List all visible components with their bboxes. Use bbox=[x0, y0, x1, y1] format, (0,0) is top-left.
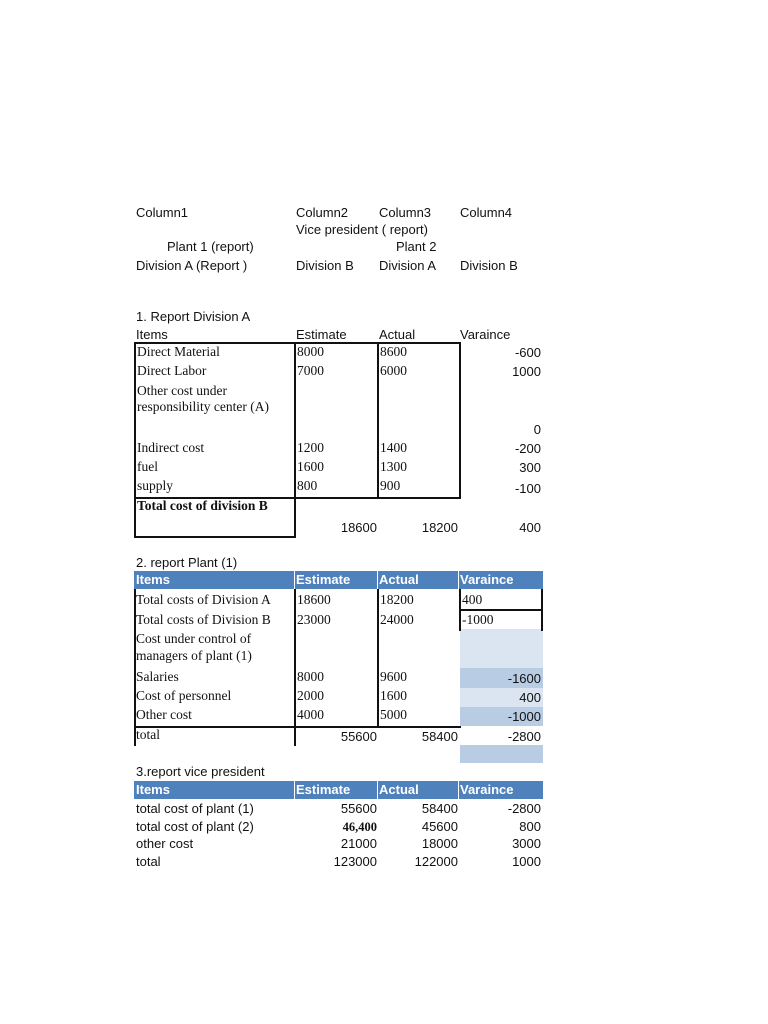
estimate-cell: 2000 bbox=[297, 688, 324, 703]
actual-cell: 900 bbox=[380, 478, 401, 493]
plant1-label: Plant 1 (report) bbox=[167, 239, 254, 254]
plant2-label: Plant 2 bbox=[396, 239, 437, 254]
estimate-cell: 800 bbox=[297, 478, 318, 493]
estimate-cell: 4000 bbox=[297, 707, 324, 722]
actual-cell: 18000 bbox=[421, 836, 458, 851]
table-header-row bbox=[134, 571, 543, 589]
row-divider bbox=[134, 726, 461, 728]
item-cell: Cost of personnel bbox=[136, 688, 232, 703]
actual-cell: 122000 bbox=[414, 854, 458, 869]
cell-fill bbox=[460, 745, 543, 763]
estimate-cell: 123000 bbox=[333, 854, 377, 869]
column1-label: Column1 bbox=[136, 205, 189, 220]
total-variance: -2800 bbox=[507, 729, 541, 744]
item-cell: Other cost under bbox=[137, 383, 227, 398]
item-cell: Indirect cost bbox=[137, 440, 205, 455]
actual-cell: 18200 bbox=[380, 592, 414, 607]
col-header-variance: Varaince bbox=[460, 782, 514, 797]
total-actual: 58400 bbox=[421, 729, 458, 744]
vice-president-label: Vice president ( report) bbox=[296, 222, 428, 237]
item-cell: Direct Material bbox=[137, 344, 220, 359]
item-cell: Total costs of Division A bbox=[136, 592, 271, 607]
actual-cell: 6000 bbox=[380, 363, 407, 378]
variance-cell: 1000 bbox=[512, 854, 541, 869]
item-cell-line2: managers of plant (1) bbox=[136, 648, 252, 663]
division-b-label-2: Division B bbox=[460, 258, 518, 273]
total-estimate: 18600 bbox=[340, 520, 377, 535]
col-header-items: Items bbox=[136, 572, 170, 587]
variance-cell: 0 bbox=[533, 422, 541, 437]
col-header-variance: Varaince bbox=[460, 327, 511, 342]
estimate-cell: 1600 bbox=[297, 459, 324, 474]
item-cell: fuel bbox=[137, 459, 158, 474]
col-header-actual: Actual bbox=[379, 572, 419, 587]
col-header-items: Items bbox=[136, 782, 170, 797]
section-title: 2. report Plant (1) bbox=[136, 555, 238, 570]
item-cell: Other cost bbox=[136, 707, 192, 722]
estimate-cell: 23000 bbox=[297, 612, 331, 627]
variance-cell: -200 bbox=[514, 441, 541, 456]
actual-cell: 5000 bbox=[380, 707, 407, 722]
variance-cell: -1000 bbox=[462, 612, 494, 627]
estimate-cell: 46,400 bbox=[342, 820, 377, 834]
column-divider bbox=[377, 589, 379, 728]
estimate-cell: 8000 bbox=[297, 669, 324, 684]
col-header-items: Items bbox=[136, 327, 168, 342]
col-header-estimate: Estimate bbox=[296, 327, 347, 342]
variance-cell: 800 bbox=[519, 819, 541, 834]
col-header-estimate: Estimate bbox=[296, 782, 351, 797]
estimate-cell: 7000 bbox=[297, 363, 324, 378]
column-divider bbox=[377, 342, 379, 499]
estimate-cell: 8000 bbox=[297, 344, 324, 359]
row-divider bbox=[459, 609, 543, 611]
actual-cell: 45600 bbox=[421, 819, 458, 834]
col-header-actual: Actual bbox=[379, 782, 419, 797]
variance-cell: -600 bbox=[514, 345, 541, 360]
column-divider bbox=[134, 497, 136, 538]
item-cell: Direct Labor bbox=[137, 363, 207, 378]
total-label: total bbox=[136, 727, 160, 742]
section-title: 1. Report Division A bbox=[136, 309, 251, 324]
division-a-report-label: Division A (Report ) bbox=[136, 258, 248, 273]
item-cell: total bbox=[136, 854, 161, 869]
row-divider bbox=[134, 536, 296, 538]
variance-cell: -2800 bbox=[507, 801, 541, 816]
item-cell: Total costs of Division B bbox=[136, 612, 271, 627]
actual-cell: 1400 bbox=[380, 440, 407, 455]
division-a-label: Division A bbox=[379, 258, 437, 273]
col-header-estimate: Estimate bbox=[296, 572, 351, 587]
total-actual: 18200 bbox=[421, 520, 458, 535]
variance-cell: 300 bbox=[519, 460, 541, 475]
total-estimate: 55600 bbox=[340, 729, 377, 744]
col-header-variance: Varaince bbox=[460, 572, 514, 587]
column-divider bbox=[294, 589, 296, 746]
total-label: Total cost of division B bbox=[137, 498, 268, 513]
variance-cell: -1000 bbox=[507, 709, 541, 724]
variance-cell: 3000 bbox=[512, 836, 541, 851]
actual-cell: 24000 bbox=[380, 612, 414, 627]
variance-cell: -100 bbox=[514, 481, 541, 496]
section-title: 3.report vice president bbox=[136, 764, 265, 779]
actual-cell: 9600 bbox=[380, 669, 407, 684]
column4-label: Column4 bbox=[460, 205, 513, 220]
table-header-row bbox=[134, 781, 543, 799]
actual-cell: 1300 bbox=[380, 459, 407, 474]
item-cell: supply bbox=[137, 478, 174, 493]
variance-cell: 400 bbox=[462, 592, 483, 607]
actual-cell: 8600 bbox=[380, 344, 407, 359]
division-b-label: Division B bbox=[296, 258, 354, 273]
column3-label: Column3 bbox=[379, 205, 432, 220]
estimate-cell: 18600 bbox=[297, 592, 331, 607]
estimate-cell: 1200 bbox=[297, 440, 324, 455]
item-cell: total cost of plant (1) bbox=[136, 801, 254, 816]
variance-cell: 1000 bbox=[512, 364, 541, 379]
actual-cell: 58400 bbox=[421, 801, 458, 816]
estimate-cell: 21000 bbox=[340, 836, 377, 851]
item-cell: Salaries bbox=[136, 669, 179, 684]
column-divider bbox=[294, 342, 296, 538]
cell-fill bbox=[460, 629, 543, 668]
col-header-actual: Actual bbox=[379, 327, 416, 342]
variance-cell: -1600 bbox=[507, 671, 541, 686]
item-cell-line2: responsibility center (A) bbox=[137, 399, 269, 414]
total-variance: 400 bbox=[519, 520, 541, 535]
variance-cell: 400 bbox=[519, 690, 541, 705]
estimate-cell: 55600 bbox=[340, 801, 377, 816]
item-cell: Cost under control of bbox=[136, 631, 252, 646]
column2-label: Column2 bbox=[296, 205, 349, 220]
actual-cell: 1600 bbox=[380, 688, 407, 703]
item-cell: total cost of plant (2) bbox=[136, 819, 254, 834]
item-cell: other cost bbox=[136, 836, 194, 851]
